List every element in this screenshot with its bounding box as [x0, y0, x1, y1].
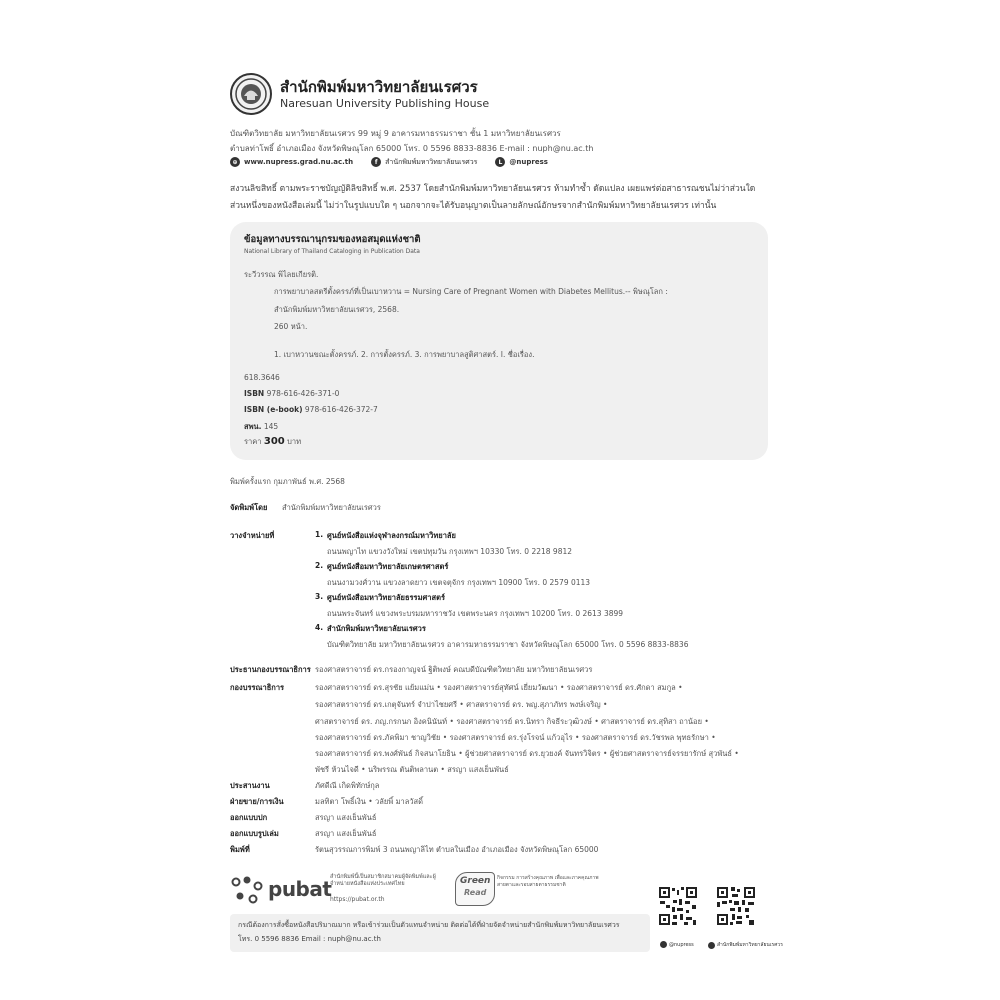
- green-read-badge: [455, 872, 495, 906]
- facebook-icon: [708, 942, 715, 949]
- pubat-description: สำนักพิมพ์นี้เป็นสมาชิกสมาคมผู้จัดพิมพ์และผู้จำหน่ายหนังสือแห่งประเทศไทย: [330, 874, 436, 887]
- editorial-board-line: รองศาสตราจารย์ ดร.เกตุจันทร์ จำปาไชยศรี • ศาสตราจารย์ ดร. พญ.สุภาภัทร พงษ์เจริญ •: [315, 700, 608, 709]
- website-link[interactable]: www.nupress.grad.nu.ac.th: [244, 158, 354, 166]
- distributor-name: สำนักพิมพ์มหาวิทยาลัยนเรศวร: [327, 624, 426, 633]
- order-info-line-1: กรณีต้องการสั่งซื้อหนังสือปริมาณมาก หรือเข้าร่วมเป็นตัวแทนจำหน่าย ติดต่อได้ที่ฝ่ายจัดจำหน่ายสำนักพิมพ์มหาวิทยาลัยนเรศวร: [238, 921, 620, 929]
- editorial-chair-label: ประธานกองบรรณาธิการ: [230, 665, 311, 674]
- ebook-isbn-label: ISBN (e-book): [244, 405, 303, 414]
- distributor-address: ถนนพระจันทร์ แขวงพระบรมมหาราชวัง เขตพระนคร กรุงเทพฯ 10200 โทร. 0 2613 3899: [327, 609, 624, 618]
- distributor-name: ศูนย์หนังสือมหาวิทยาลัยธรรมศาสตร์: [327, 593, 445, 602]
- cip-pages: 260 หน้า.: [274, 322, 308, 331]
- isbn-value: 978-616-426-371-0: [266, 389, 340, 398]
- distributor-address: ถนนพญาไท แขวงวังใหม่ เขตปทุมวัน กรุงเทพฯ 10330 โทร. 0 2218 9812: [327, 547, 573, 556]
- snp-value: 145: [263, 422, 279, 431]
- editorial-board-line: รองศาสตราจารย์ ดร.ภัคพิมา ชาญวิชัย • รองศาสตราจารย์ ดร.รุ่งโรจน์ แก้วอุไร • รองศาสตราจารย์ ดร.วัชรพล พุทธรักษา •: [315, 733, 716, 742]
- distributor-number: 4.: [315, 623, 324, 632]
- copyright-notice: สงวนลิขสิทธิ์ ตามพระราชบัญญัติลิขสิทธิ์ พ.ศ. 2537 โดยสำนักพิมพ์มหาวิทยาลัยนเรศวร ห้ามทำซ้ำ ดัดแปลง เผยแพร่ต่อสาธารณชนไม่ว่าส่วนใดส่วนหนึ่งของหนังสือเล่มนี้ ไม่ว่าในรูปแบบใด ๆ นอกจากจะได้รับอนุญาตเป็นลายลักษณ์อักษรจากสำนักพิมพ์มหาวิทยาลัยนเรศวร เท่านั้น: [230, 184, 756, 211]
- pubat-mark-icon: [230, 874, 266, 906]
- price-unit: บาท: [287, 437, 302, 446]
- facebook-link[interactable]: สำนักพิมพ์มหาวิทยาลัยนเรศวร: [385, 157, 478, 166]
- distributor-number: 2.: [315, 561, 324, 570]
- credit-label: ออกแบบปก: [230, 813, 268, 822]
- line-icon: [660, 941, 667, 948]
- credit-label: ฝ่ายขาย/การเงิน: [230, 797, 284, 806]
- qr-code-line[interactable]: [658, 886, 698, 926]
- order-info-line-2: โทร. 0 5596 8836 Email : nuph@nu.ac.th: [238, 935, 381, 943]
- cip-isbn: [244, 389, 339, 398]
- publisher-name-th: สำนักพิมพ์มหาวิทยาลัยนเรศวร: [280, 78, 478, 96]
- green-read-logo: [455, 872, 615, 912]
- green-read-description: กิจกรรม การสร้างคุณภาพ เพื่อและภาคคุณภาพ สายตาและรอบสายตาธรรมชาติ: [497, 875, 599, 888]
- isbn-label: ISBN: [244, 389, 265, 398]
- distributor-name: ศูนย์หนังสือมหาวิทยาลัยเกษตรศาสตร์: [327, 562, 449, 571]
- distributor-number: 3.: [315, 592, 324, 601]
- distributor-number: 1.: [315, 530, 324, 539]
- credit-value: สรญา แสงเย็นพันธ์: [315, 813, 377, 822]
- cip-ebook-isbn: [244, 405, 378, 414]
- editorial-board-line: พัชรี ห้วนไจดี • นริพรรณ ตันติพลานต • สรญา แสงเย็นพันธ์: [315, 765, 509, 774]
- cip-publisher-year: สำนักพิมพ์มหาวิทยาลัยนเรศวร, 2568.: [274, 305, 400, 314]
- cip-price: [244, 436, 301, 448]
- credit-label: พิมพ์ที่: [230, 845, 250, 854]
- cip-book-title: การพยาบาลสตรีตั้งครรภ์ที่เป็นเบาหวาน = Nursing Care of Pregnant Women with Diabetes Mellitus.-- พิษณุโลก :: [274, 287, 668, 296]
- green-read-word-2: Read: [464, 888, 487, 897]
- distributors-label: วางจำหน่ายที่: [230, 531, 275, 540]
- facebook-icon: f: [371, 157, 381, 167]
- published-by-label: จัดพิมพ์โดย: [230, 503, 268, 512]
- qr-code-facebook[interactable]: [716, 886, 756, 926]
- cip-subjects: 1. เบาหวานขณะตั้งครรภ์. 2. การตั้งครรภ์. 3. การพยาบาลสูติศาสตร์. I. ชื่อเรื่อง.: [274, 350, 535, 359]
- pubat-logo: [230, 872, 450, 912]
- distributor-name: ศูนย์หนังสือแห่งจุฬาลงกรณ์มหาวิทยาลัย: [327, 531, 456, 540]
- cip-title-th: ข้อมูลทางบรรณานุกรมของหอสมุดแห่งชาติ: [244, 234, 421, 245]
- publisher-name-en: Naresuan University Publishing House: [280, 97, 490, 110]
- snp-label: สพน.: [244, 422, 262, 431]
- credit-value: มลทิตา โพธิ์เงิน • วลัยพิ์ มาลวัสดิ์: [315, 797, 423, 806]
- qr-caption-facebook-text: สำนักพิมพ์มหาวิทยาลัยนเรศวร: [717, 942, 783, 948]
- editorial-board-line: รองศาสตราจารย์ ดร.พงศ์พันธ์ กิจสนาโยธิน • ผู้ช่วยศาสตราจารย์ ดร.ยุวยงค์ จันทรวิจิตร • ผู้ช่วยศาสตราจารย์จรรยารักษ์ สุวพันธ์ •: [315, 749, 739, 758]
- pubat-url[interactable]: https://pubat.or.th: [330, 896, 385, 903]
- editorial-board-line: รองศาสตราจารย์ ดร.สุรชัย แย้มแม่น • รองศาสตราจารย์สุทัศน์ เยี่ยมวัฒนา • รองศาสตราจารย์ ดร.ศักดา สมกูล •: [315, 683, 683, 692]
- credit-label: ประสานงาน: [230, 781, 270, 790]
- editorial-board-line: ศาสตราจารย์ ดร. ภญ.กรกนก อิงคนินันท์ • รองศาสตราจารย์ ดร.นิทรา กิจธีระวุฒิวงษ์ • ศาสตราจารย์ ดร.สุทิสา ถาน้อย •: [315, 717, 709, 726]
- price-label: ราคา: [244, 437, 262, 446]
- editorial-chair-value: รองศาสตราจารย์ ดร.กรองกาญจน์ ฐิติพงษ์ คณบดีบัณฑิตวิทยาลัย มหาวิทยาลัยนเรศวร: [315, 665, 593, 674]
- globe-icon: ⊕: [230, 157, 240, 167]
- publisher-header: [230, 73, 770, 119]
- price-value: 300: [263, 436, 285, 447]
- social-links: [230, 156, 548, 168]
- university-seal-logo: [230, 73, 272, 115]
- cip-box: [230, 222, 768, 460]
- distributor-address: บัณฑิตวิทยาลัย มหาวิทยาลัยนเรศวร อาคารมหาธรรมราชา จังหวัดพิษณุโลก 65000 โทร. 0 5596 8833-8836: [327, 640, 689, 649]
- credit-value: ภัศดีณี เกิดพิทักษ์กุล: [315, 781, 380, 790]
- pubat-wordmark: pubat: [268, 877, 332, 901]
- cip-title-en: National Library of Thailand Cataloging in Publication Data: [244, 248, 420, 255]
- credit-label: ออกแบบรูปเล่ม: [230, 829, 279, 838]
- address-line-2: ตำบลท่าโพธิ์ อำเภอเมือง จังหวัดพิษณุโลก 65000 โทร. 0 5596 8833-8836 E-mail : nuph@nu.ac.th: [230, 144, 594, 153]
- distributor-address: ถนนงามวงศ์วาน แขวงลาดยาว เขตจตุจักร กรุงเทพฯ 10900 โทร. 0 2579 0113: [327, 578, 591, 587]
- credit-value: รัตนสุวรรณการพิมพ์ 3 ถนนพญาลิไท ตำบลในเมือง อำเภอเมือง จังหวัดพิษณุโลก 65000: [315, 845, 599, 854]
- cip-snp: [244, 421, 278, 433]
- green-read-word-1: Green: [460, 876, 491, 886]
- line-link[interactable]: @nupress: [509, 158, 548, 166]
- ebook-isbn-value: 978-616-426-372-7: [304, 405, 378, 414]
- credit-value: สรญา แสงเย็นพันธ์: [315, 829, 377, 838]
- order-info-box: [230, 914, 650, 952]
- line-icon: L: [495, 157, 505, 167]
- qr-caption-line: [660, 941, 694, 948]
- cip-author: ระวีวรรณ พิไลยเกียรติ.: [244, 270, 319, 279]
- editorial-board-label: กองบรรณาธิการ: [230, 683, 285, 692]
- cip-classification: 618.3646: [244, 373, 280, 382]
- first-print: พิมพ์ครั้งแรก กุมภาพันธ์ พ.ศ. 2568: [230, 477, 345, 486]
- address-line-1: บัณฑิตวิทยาลัย มหาวิทยาลัยนเรศวร 99 หมู่ 9 อาคารมหาธรรมราชา ชั้น 1 มหาวิทยาลัยนเรศวร: [230, 129, 561, 138]
- qr-caption-line-text: @nupress: [669, 941, 694, 948]
- qr-caption-facebook: [708, 941, 783, 949]
- published-by-value: สำนักพิมพ์มหาวิทยาลัยนเรศวร: [282, 503, 381, 512]
